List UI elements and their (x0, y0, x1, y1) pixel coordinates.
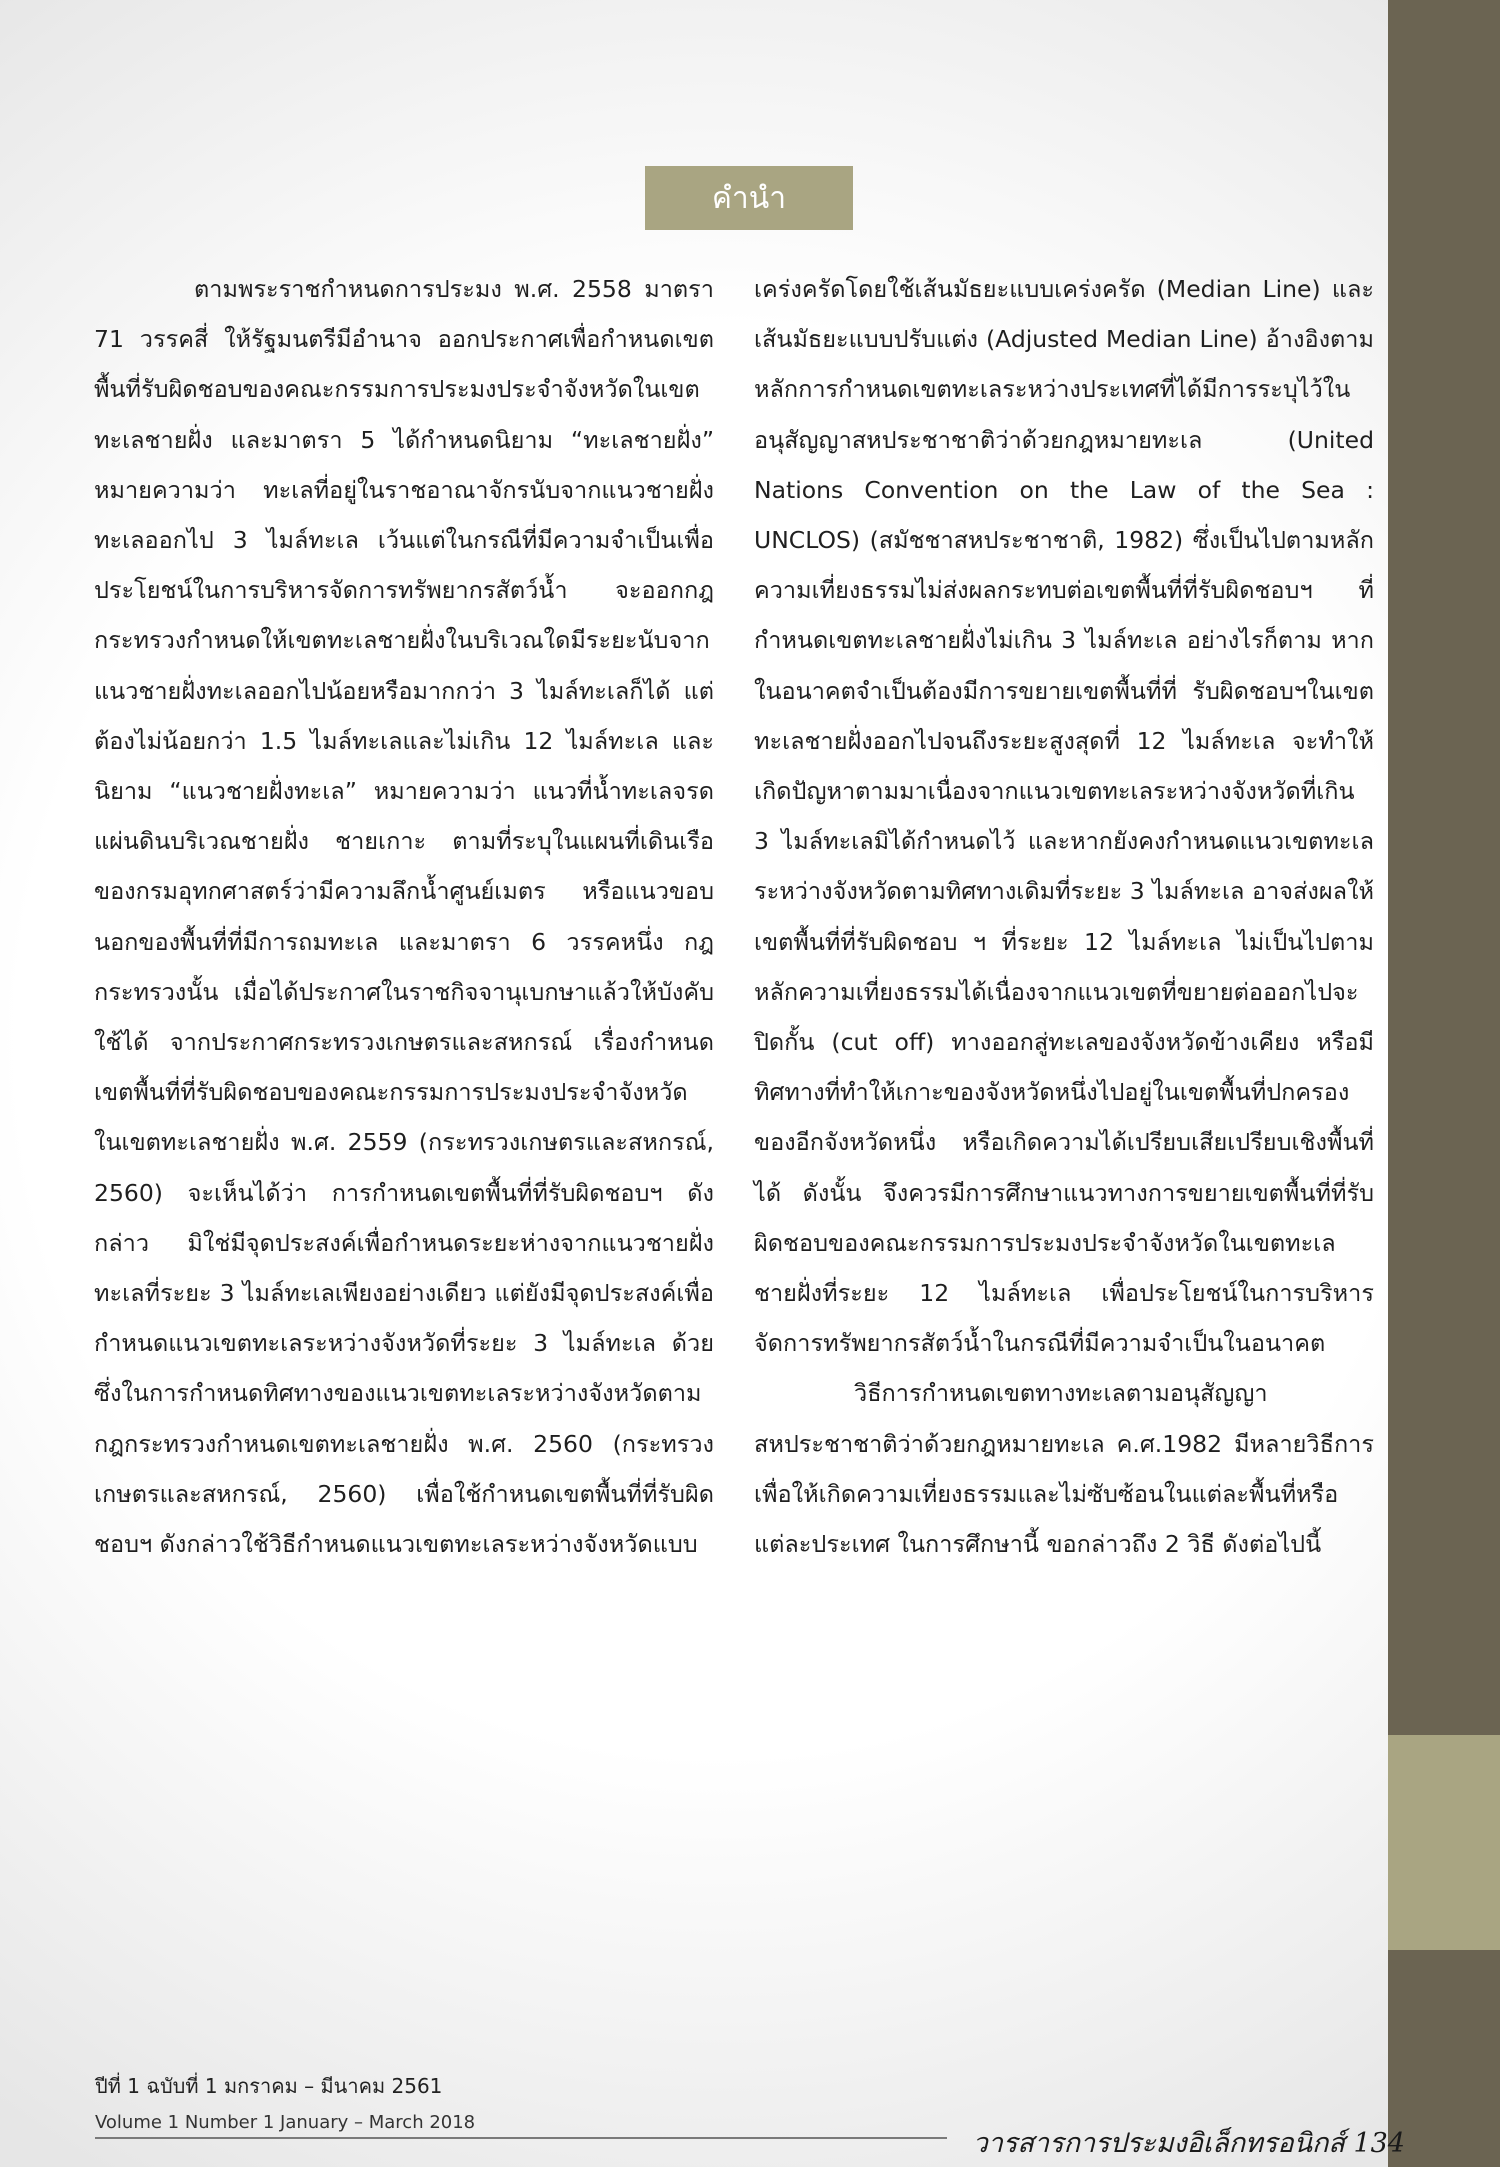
paragraph: วิธีการกำหนดเขตทางทะเลตามอนุสัญญาสหประชาชาติว่าด้วยกฎหมายทะเล ค.ศ.1982 มีหลายวิธีการ เพื่อให้เกิดความเที่ยงธรรมและไม่ซับซ้อนในแต่ละพื้นที่หรือแต่ละประเทศ ในการศึกษานี้ ขอกล่าวถึง 2 วิธี ดังต่อไปนี้ (754, 1379, 1374, 1559)
sidebar-band-top (1388, 0, 1500, 1735)
sidebar-band-accent (1388, 1735, 1500, 1950)
right-column (754, 264, 1374, 1569)
issue-info-thai: ปีที่ 1 ฉบับที่ 1 มกราคม – มีนาคม 2561 (95, 2074, 443, 2098)
paragraph: ตามพระราชกำหนดการประมง พ.ศ. 2558 มาตรา 71 วรรคสี่ ให้รัฐมนตรีมีอำนาจ ออกประกาศเพื่อกำหนดเขตพื้นที่รับผิดชอบของคณะกรรมการประมงประจำจังหวัดในเขตทะเลชายฝั่ง และมาตรา 5 ได้กำหนดนิยาม “ทะเลชายฝั่ง” หมายความว่า ทะเลที่อยู่ในราชอาณาจักรนับจากแนวชายฝั่งทะเลออกไป 3 ไมล์ทะเล เว้นแต่ในกรณีที่มีความจำเป็นเพื่อประโยชน์ในการบริหารจัดการทรัพยากรสัตว์น้ำ จะออกกฎกระทรวงกำหนดให้เขตทะเลชายฝั่งในบริเวณใดมีระยะนับจากแนวชายฝั่งทะเลออกไปน้อยหรือมากกว่า 3 ไมล์ทะเลก็ได้ แต่ต้องไม่น้อยกว่า 1.5 ไมล์ทะเลและไม่เกิน 12 ไมล์ทะเล และนิยาม “แนวชายฝั่งทะเล” หมายความว่า แนวที่น้ำทะเลจรดแผ่นดินบริเวณชายฝั่ง ชายเกาะ ตามที่ระบุในแผนที่เดินเรือของกรมอุทกศาสตร์ว่ามีความลึกน้ำศูนย์เมตร หรือแนวขอบนอกของพื้นที่ที่มีการถมทะเล และมาตรา 6 วรรคหนึ่ง กฎกระทรวงนั้น เมื่อได้ประกาศในราชกิจจานุเบกษาแล้วให้บังคับใช้ได้ จากประกาศกระทรวงเกษตรและสหกรณ์ เรื่องกำหนดเขตพื้นที่ที่รับผิดชอบของคณะกรรมการประมงประจำจังหวัดในเขตทะเลชายฝั่ง พ.ศ. 2559 (กระทรวงเกษตรและสหกรณ์, 2560) จะเห็นได้ว่า การกำหนดเขตพื้นที่ที่รับผิดชอบฯ ดังกล่าว มิใช่มีจุดประสงค์เพื่อกำหนดระยะห่างจากแนวชายฝั่งทะเลที่ระยะ 3 ไมล์ทะเลเพียงอย่างเดียว แต่ยังมีจุดประสงค์เพื่อกำหนดแนวเขตทะเลระหว่างจังหวัดที่ระยะ 3 ไมล์ทะเล ด้วย ซึ่งในการกำหนดทิศทางของแนวเขตทะเลระหว่างจังหวัดตามกฎกระทรวงกำหนดเขตทะเลชายฝั่ง พ.ศ. 2560 (กระทรวงเกษตรและสหกรณ์, 2560) เพื่อใช้กำหนดเขตพื้นที่ที่รับผิดชอบฯ ดังกล่าวใช้วิธีกำหนดแนวเขตทะเลระหว่างจังหวัดแบบ (94, 275, 714, 1559)
page-number: 134 (1353, 2128, 1405, 2159)
left-column (94, 264, 714, 1569)
journal-footer (973, 2121, 1405, 2164)
issue-info-english: Volume 1 Number 1 January – March 2018 (95, 2112, 476, 2133)
paragraph: เคร่งครัดโดยใช้เส้นมัธยะแบบเคร่งครัด (Median Line) และเส้นมัธยะแบบปรับแต่ง (Adjusted Median Line) อ้างอิงตามหลักการกำหนดเขตทะเลระหว่างประเทศที่ได้มีการระบุไว้ในอนุสัญญาสหประชาชาติว่าด้วยกฎหมายทะเล (United Nations Convention on the Law of the Sea : UNCLOS) (สมัชชาสหประชาชาติ, 1982) ซึ่งเป็นไปตามหลักความเที่ยงธรรมไม่ส่งผลกระทบต่อเขตพื้นที่ที่รับผิดชอบฯ ที่กำหนดเขตทะเลชายฝั่งไม่เกิน 3 ไมล์ทะเล อย่างไรก็ตาม หากในอนาคตจำเป็นต้องมีการขยายเขตพื้นที่ที่ รับผิดชอบฯในเขตทะเลชายฝั่งออกไปจนถึงระยะสูงสุดที่ 12 ไมล์ทะเล จะทำให้เกิดปัญหาตามมาเนื่องจากแนวเขตทะเลระหว่างจังหวัดที่เกิน 3 ไมล์ทะเลมิได้กำหนดไว้ และหากยังคงกำหนดแนวเขตทะเลระหว่างจังหวัดตามทิศทางเดิมที่ระยะ 3 ไมล์ทะเล อาจส่งผลให้เขตพื้นที่ที่รับผิดชอบ ฯ ที่ระยะ 12 ไมล์ทะเล ไม่เป็นไปตามหลักความเที่ยงธรรมได้เนื่องจากแนวเขตที่ขยายต่อออกไปจะปิดกั้น (cut off) ทางออกสู่ทะเลของจังหวัดข้างเคียง หรือมีทิศทางที่ทำให้เกาะของจังหวัดหนึ่งไปอยู่ในเขตพื้นที่ปกครองของอีกจังหวัดหนึ่ง หรือเกิดความได้เปรียบเสียเปรียบเชิงพื้นที่ได้ ดังนั้น จึงควรมีการศึกษาแนวทางการขยายเขตพื้นที่ที่รับผิดชอบของคณะกรรมการประมงประจำจังหวัดในเขตทะเลชายฝั่งที่ระยะ 12 ไมล์ทะเล เพื่อประโยชน์ในการบริหารจัดการทรัพยากรสัตว์น้ำในกรณีที่มีความจำเป็นในอนาคต (754, 275, 1374, 1358)
section-heading: คำนำ (645, 166, 853, 230)
journal-name: วารสารการประมงอิเล็กทรอนิกส์ (972, 2128, 1345, 2159)
footer-divider (95, 2137, 947, 2139)
